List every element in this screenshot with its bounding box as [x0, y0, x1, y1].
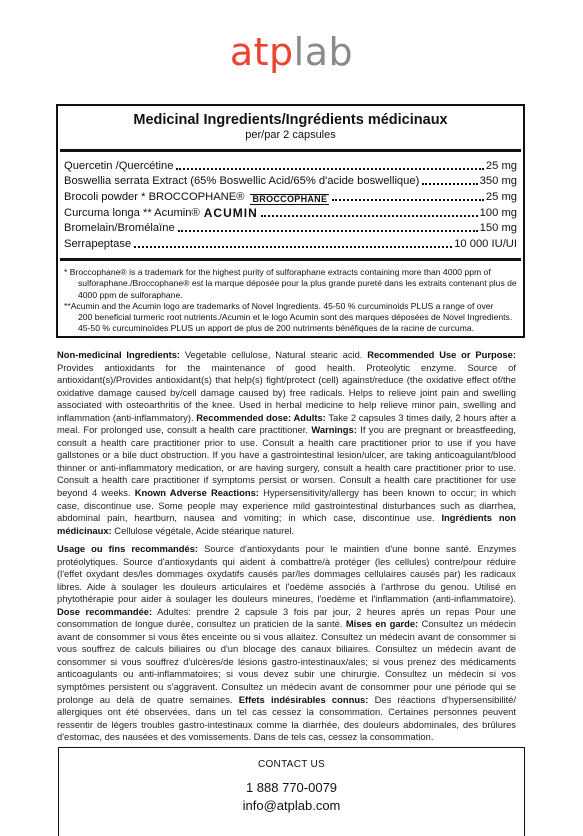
warnings-label: Warnings:: [311, 424, 357, 436]
ingredient-amount: 150 mg: [479, 222, 517, 235]
note-broccophane-line1: * Broccophane® is a trademark for the highest purity of sulforaphane extracts containing more than 4000 ppm of: [64, 267, 491, 278]
mises-en-garde-label: Mises en garde:: [345, 618, 419, 630]
ingredient-amount: 100 mg: [479, 206, 517, 219]
adverse-label: Known Adverse Reactions:: [134, 487, 259, 499]
french-label-text: [57, 543, 516, 744]
ingredient-amount: 10 000 IU/UI: [454, 238, 517, 251]
ingredient-row: [64, 236, 517, 252]
ingredient-row: [64, 158, 517, 174]
ingredient-name: Brocoli powder * BROCCOPHANE®: [64, 191, 245, 204]
logo-part-atp: atp: [229, 30, 294, 74]
trademark-notes: [64, 267, 517, 334]
note-broccophane-line3: 4000 ppm de sulforaphane.: [78, 289, 183, 300]
divider: [60, 149, 521, 152]
ingredient-name: Quercetin /Quercétine: [64, 159, 174, 172]
effets-label: Effets indésirables connus:: [238, 693, 369, 705]
ingredient-list: [64, 158, 517, 252]
mises-en-garde-text: Consultez un médecin avant de consommer si vous êtes enceinte ou si vous allaitez. Consultez un médecin avant de consommer si vous souffrez de calculs biliaires ou d'un blocage des canaux biliaires. Consultez un médecin avant de consommer si vous souffrez d'ulcères/de lésions gastro-intestinaux/ales; si vous prenez des médicaments anticoagulants ou anti-inflammatoires; si vous devez subir une chirurgie. Consultez un médecin si vos symptômes persistent ou s'aggravent. Consultez un médecin avant de consommer pour une période qui se prolonge au delà de quatre semaines.: [57, 618, 516, 705]
medicinal-ingredients-box: [56, 104, 525, 338]
ingredient-row: [64, 174, 517, 190]
ingredient-row: [64, 221, 517, 237]
ingredient-name: Boswellia serrata Extract (65% Boswellic Acid/65% d'acide boswellique): [64, 175, 420, 188]
atplab-logo: [0, 30, 583, 74]
inm-text: Cellulose végétale, Acide stéarique naturel.: [111, 524, 295, 536]
ingredient-name: Curcuma longa ** Acumin®: [64, 206, 200, 219]
inm-label: Ingrédients non médicinaux:: [57, 512, 516, 536]
note-acumin-line1: **Acumin and the Acumin logo are trademarks of Novel Ingredients. 45-50 % curcuminoids PLUS a range of over: [64, 300, 494, 311]
use-label: Recommended Use or Purpose:: [367, 349, 516, 360]
note-acumin-line2: 200 beneficial turmeric root nutrients./Acumin et le logo Acumin sont des marques déposées de Novel Ingredients.: [78, 311, 513, 322]
dose-text: Take 2 capsules 3 times daily, 2 hours after a meal. For prolonged use, consult a health care practitioner.: [57, 411, 516, 436]
dose-label: Recommended dose: Adults:: [196, 411, 326, 423]
usage-label: Usage ou fins recommandés:: [57, 543, 199, 554]
ingredient-amount: 25 mg: [485, 159, 517, 172]
ingredient-row: [64, 189, 517, 205]
contact-box: [58, 747, 525, 836]
ingredient-amount: 25 mg: [485, 191, 517, 204]
english-label-text: [57, 349, 516, 537]
dose-fr-label: Dose recommandée:: [57, 605, 153, 617]
use-text: Provides antioxidants for the maintenance of good health. Proteolytic enzyme. Source of antioxidant(s)/Provides antioxidant(s) that help(s) fight/protect (cell) against/reduce (the oxidative effect of/the oxidative damage caused by/cell damage caused by) free radicals. Helps to relieve joint pain and swelling associated with osteoarthritis of the knee. Used in herbal medicine to help relieve minor pain, swelling and inflammation (anti-inflammatory).: [57, 361, 516, 423]
ingredient-amount: 350 mg: [479, 175, 517, 188]
medicinal-title: Medicinal Ingredients/Ingrédients médicinaux: [133, 112, 448, 128]
note-acumin-line3: 45-50 % curcuminoïdes PLUS un apport de plus de 200 nutriments bénéfiques de la racine de curcuma.: [78, 323, 475, 334]
acumin-logo: ACUMIN: [203, 205, 258, 220]
nmi-label: Non-medicinal Ingredients:: [57, 349, 181, 360]
divider: [60, 258, 521, 261]
warnings-text: If you are pregnant or breastfeeding, consult a health care practitioner prior to use. Consult a health care practitioner prior to use if you have gallstones or a bile duct obstruction. If you have a gastrointestinal lesion/ulcer, are taking anticoagulant/blood thinner or anti-inflammatory medication, or are having surgery, consult a health care practitioner prior to use. Consult a health care practitioner if symptoms persist or worsen. Consult a health care practitioner for use beyond 4 weeks.: [57, 424, 516, 499]
broccophane-logo: BROCCOPHANE: [252, 194, 328, 205]
contact-phone[interactable]: 1 888 770-0079: [245, 780, 338, 795]
medicinal-subtitle: per/par 2 capsules: [245, 129, 336, 141]
usage-text: Source d'antioxydants pour le maintien d'une bonne santé. Enzymes protéolytiques. Source d'antioxydants qui aident à combattre/à protéger (les cellules) contre/pour réduire (l'effet oxydant des/les dommages oxydatifs causés par/les dommages cellulaires causés par) les radicaux libres. Aide à soulager les douleurs articulaires et l'oedème associés à l'arthrose du genou. Utilisé en phytothérapie pour aider à soulager les douleurs mineures, l'oedème et l'inflammation (anti-inflammatoire).: [57, 543, 517, 605]
adverse-text: Hypersensitivity/allergy has been known to occur; in which case, discontinue use. Some people may experience mild gastrointestinal disturbances such as diarrhea, abdominal pain, heartburn, nausea and vomiting; in which case, discontinue use.: [57, 487, 516, 524]
ingredient-name: Bromelain/Bromélaïne: [64, 222, 175, 235]
contact-email[interactable]: info@atplab.com: [242, 798, 341, 813]
contact-title: CONTACT US: [257, 759, 326, 770]
ingredient-name: Serrapeptase: [64, 238, 132, 251]
logo-part-lab: lab: [293, 30, 354, 74]
effets-text: Des réactions d'hypersensibilité/ allergiques ont été observées, dans un tel cas cessez la consommation. Certaines personnes peuvent ressentir de légers troubles gastro-intestinaux comme la diarrhée, des douleurs abdominales, des brûlures d'estomac, des nausées et des vomissements. Dans de tels cas, cessez la consommation.: [57, 693, 516, 743]
nmi-text: Vegetable cellulose, Natural stearic acid.: [180, 349, 368, 360]
dose-fr-text: Adultes: prendre 2 capsule 3 fois par jour, 2 heures après un repas Pour une consommation de longue durée, consultez un praticien de la santé.: [57, 605, 516, 630]
ingredient-row: [64, 205, 517, 221]
note-broccophane-line2: sulforaphane./Broccophane® est la marque déposée pour la plus grande pureté dans les extraits contenant plus de: [78, 278, 517, 289]
